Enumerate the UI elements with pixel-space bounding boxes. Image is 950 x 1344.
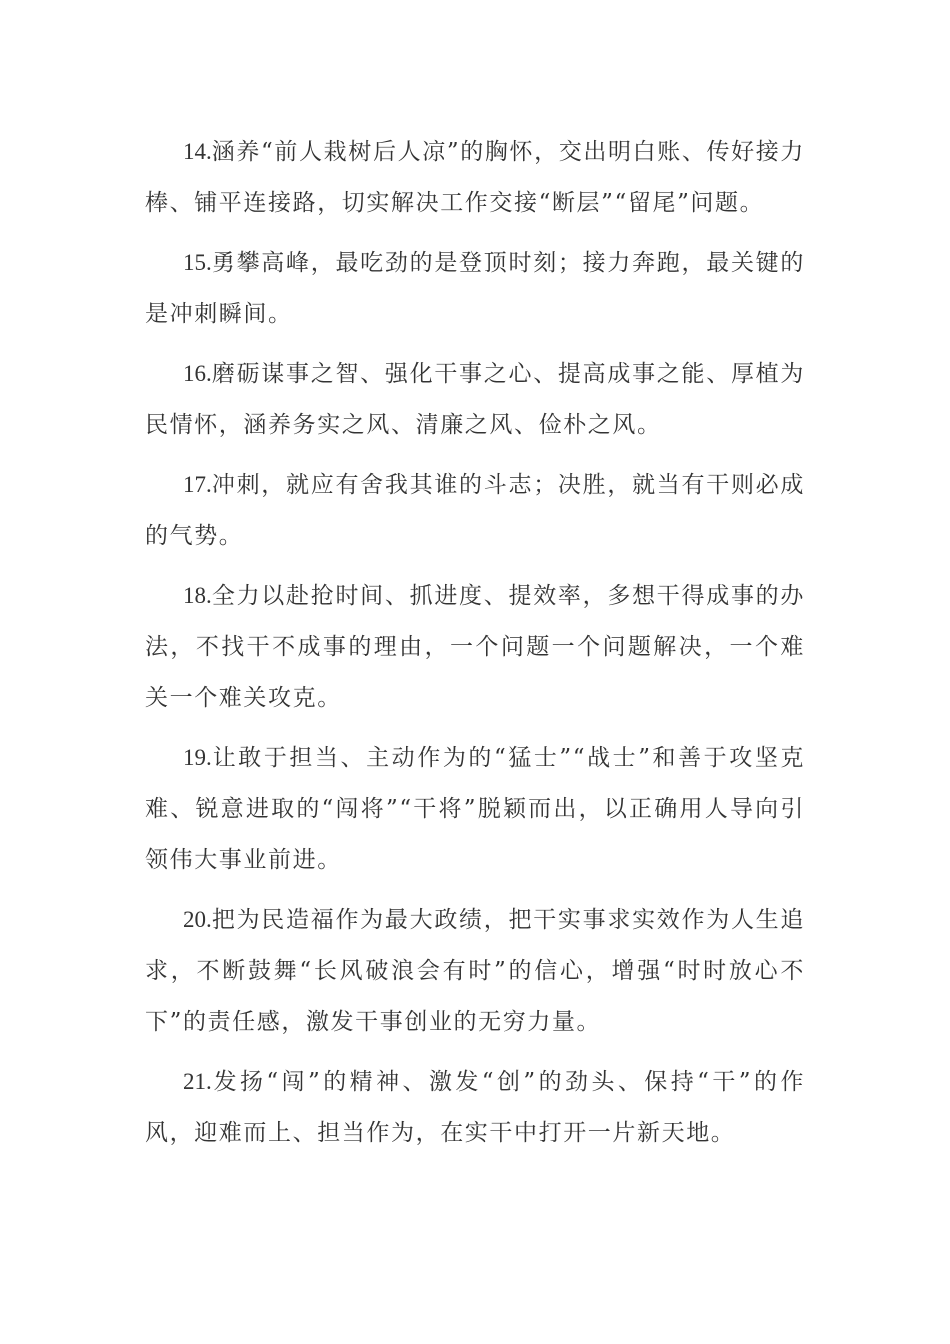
paragraph-text: 把为民造福作为最大政绩，把干实事求实效作为人生追求，不断鼓舞“长风破浪会有时”的信心，增强“时时放心不下”的责任感，激发干事创业的无穷力量。 [145, 907, 805, 1035]
paragraph-text: 全力以赴抢时间、抓进度、提效率，多想干得成事的办法，不找干不成事的理由，一个问题一个问题解决，一个难关一个难关攻克。 [145, 583, 805, 711]
paragraph-number: 16. [183, 361, 212, 386]
paragraph-number: 20. [183, 907, 212, 932]
paragraph-text: 涵养“前人栽树后人凉”的胸怀，交出明白账、传好接力棒、铺平连接路，切实解决工作交接“断层”“留尾”问题。 [145, 139, 805, 216]
paragraph-text: 让敢于担当、主动作为的“猛士”“战士”和善于攻坚克难、锐意进取的“闯将”“干将”脱颖而出，以正确用人导向引领伟大事业前进。 [145, 745, 805, 873]
paragraph-15 [145, 237, 805, 340]
paragraph-number: 17. [183, 472, 212, 497]
paragraph-17 [145, 459, 805, 562]
paragraph-16 [145, 348, 805, 451]
paragraph-14 [145, 126, 805, 229]
paragraph-number: 19. [183, 745, 212, 770]
paragraph-text: 勇攀高峰，最吃劲的是登顶时刻；接力奔跑，最关键的是冲刺瞬间。 [145, 250, 805, 327]
paragraph-number: 18. [183, 583, 212, 608]
paragraph-text: 磨砺谋事之智、强化干事之心、提高成事之能、厚植为民情怀，涵养务实之风、清廉之风、俭朴之风。 [145, 361, 805, 438]
paragraph-text: 冲刺，就应有舍我其谁的斗志；决胜，就当有干则必成的气势。 [145, 472, 805, 549]
paragraph-text: 发扬“闯”的精神、激发“创”的劲头、保持“干”的作风，迎难而上、担当作为，在实干中打开一片新天地。 [145, 1069, 805, 1146]
paragraph-19 [145, 732, 805, 886]
paragraph-number: 15. [183, 250, 212, 275]
paragraph-number: 21. [183, 1069, 212, 1094]
paragraph-21 [145, 1056, 805, 1159]
paragraph-20 [145, 894, 805, 1048]
document-body [145, 126, 805, 1167]
paragraph-number: 14. [183, 139, 212, 164]
paragraph-18 [145, 570, 805, 724]
